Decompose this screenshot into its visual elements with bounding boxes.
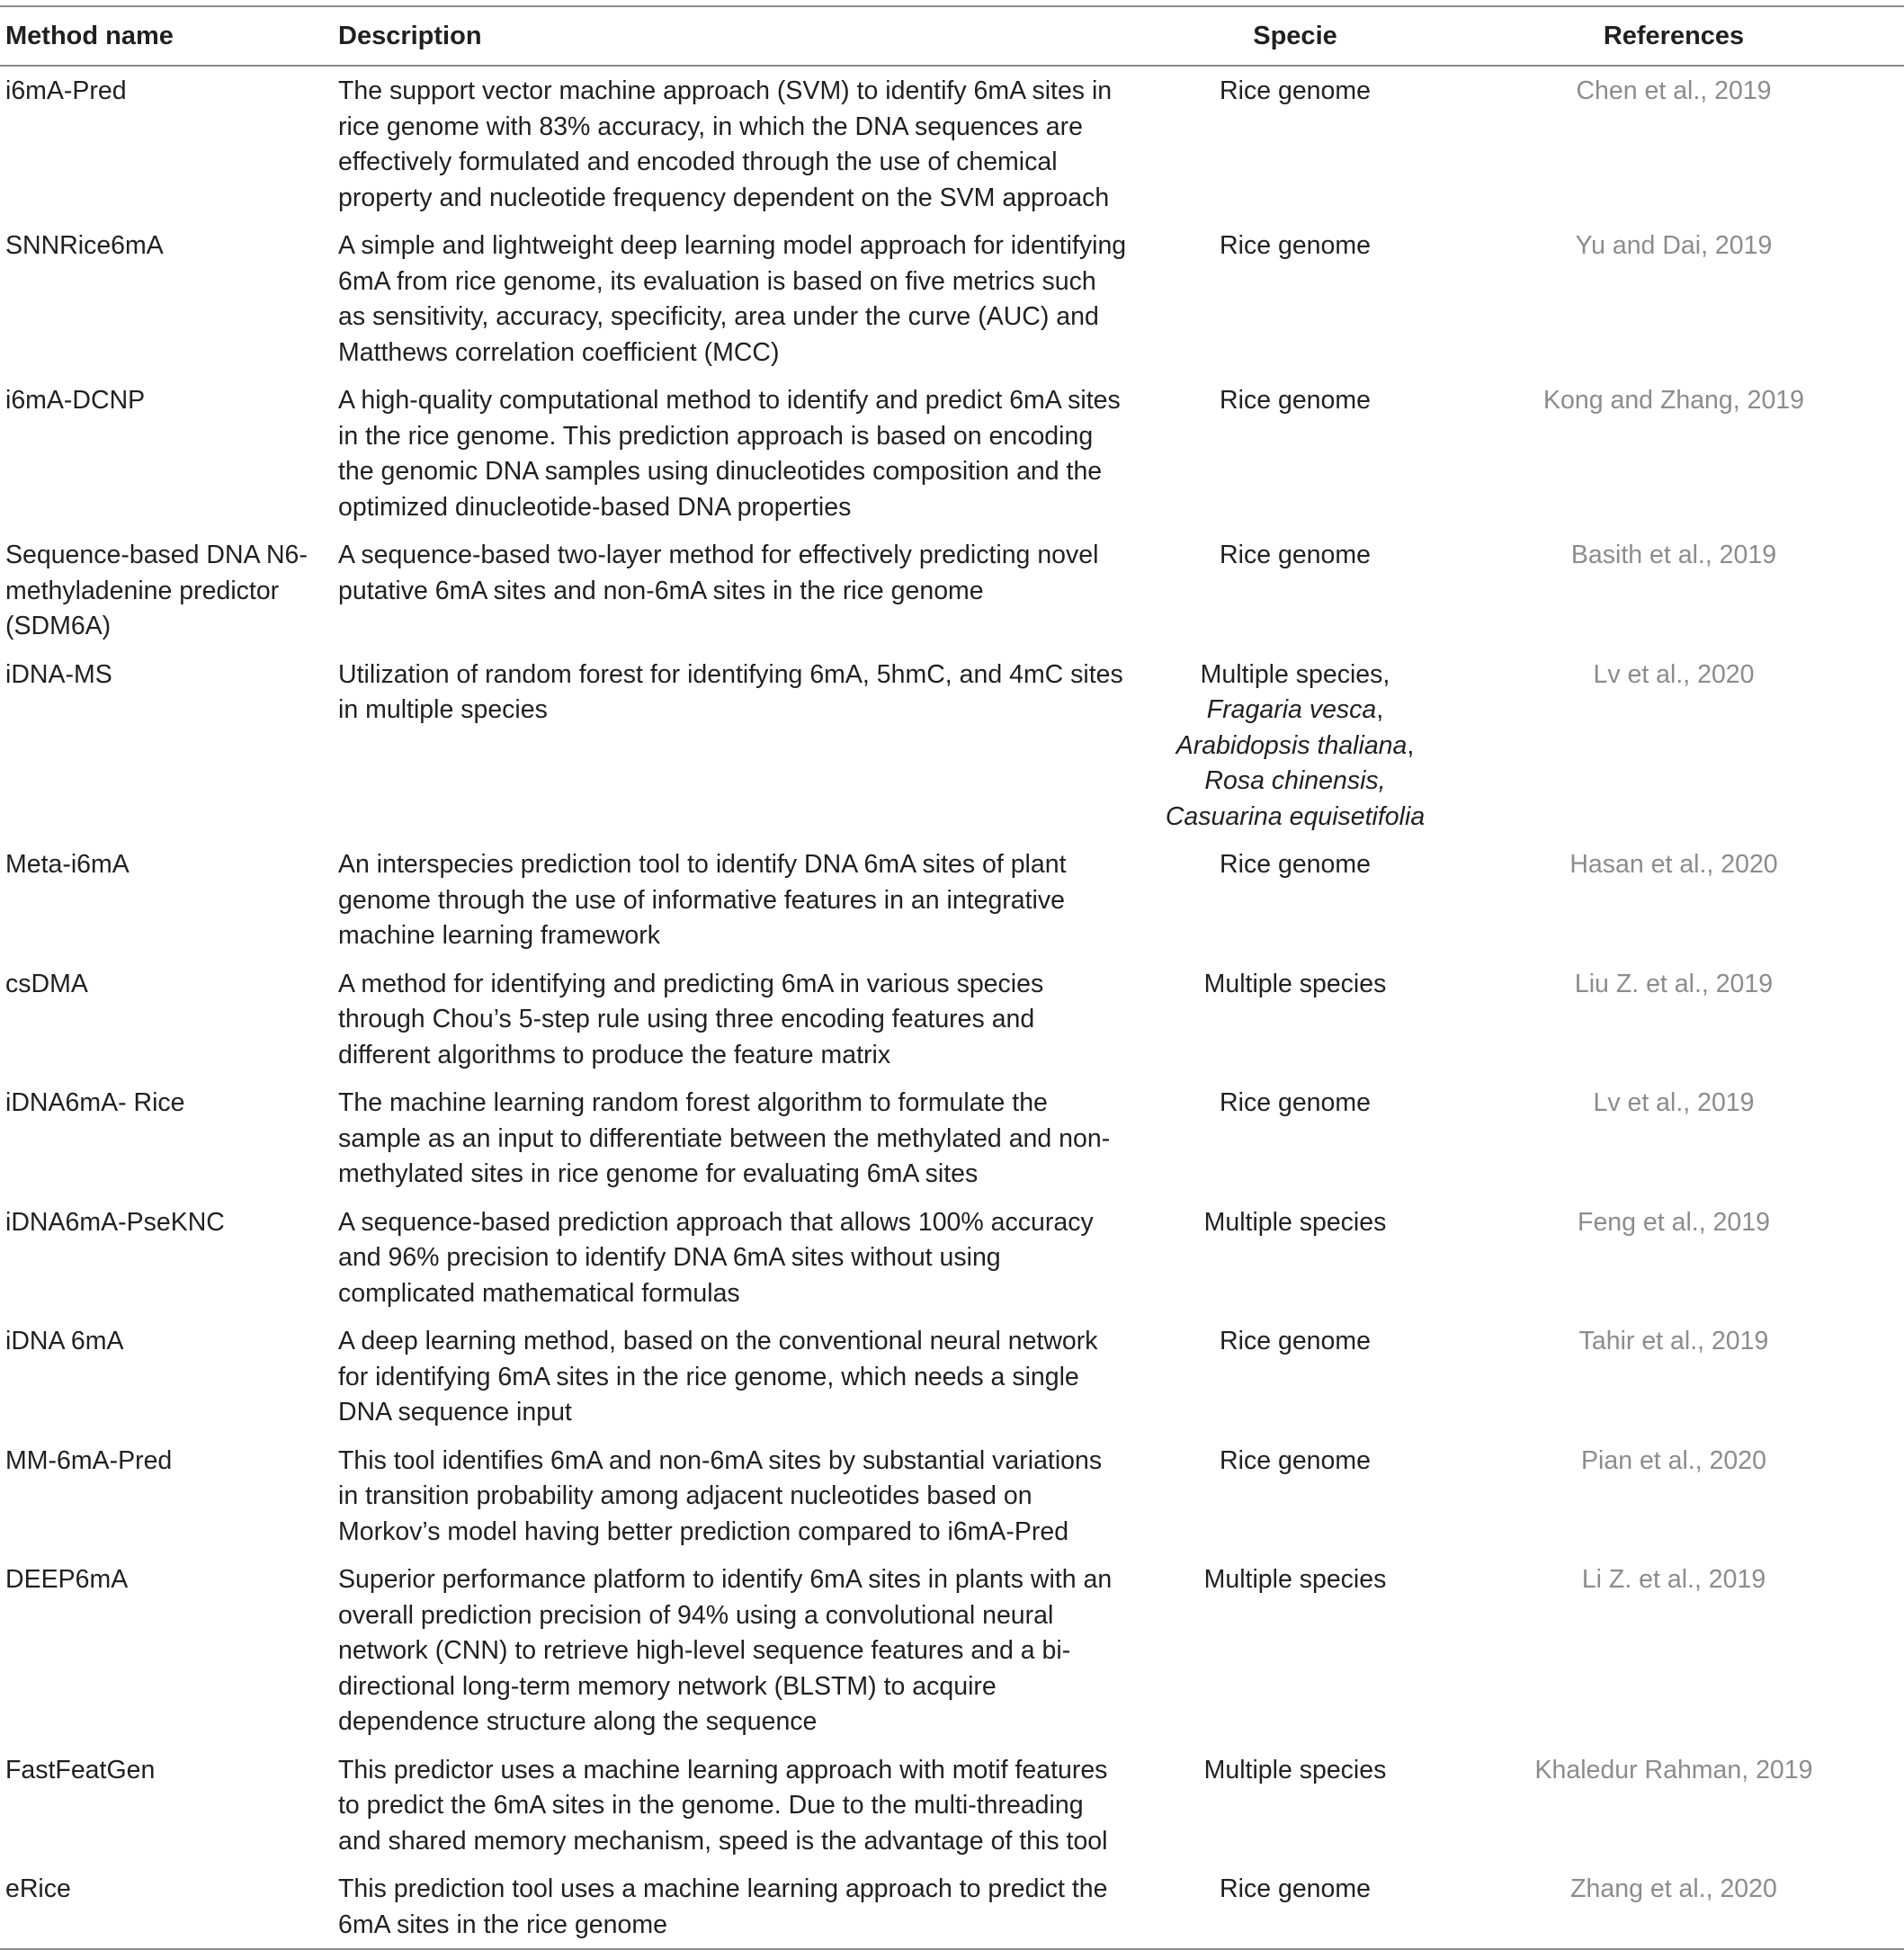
method-name: Sequence-based DNA N6-methyladenine predictor (SDM6A)	[5, 541, 308, 640]
methods-table	[0, 5, 1904, 1950]
method-description: A method for identifying and predicting 6mA in various species through Chou’s 5-step rule using three encoding features and different algorithms to produce the feature matrix	[338, 969, 1044, 1069]
method-name: i6mA-Pred	[5, 76, 127, 105]
method-reference-link[interactable]: Pian et al., 2020	[1581, 1445, 1766, 1475]
table-row	[0, 960, 1904, 1079]
method-name: Meta-i6mA	[5, 850, 130, 879]
table-row	[0, 840, 1904, 960]
method-description: A simple and lightweight deep learning model approach for identifying 6mA from rice genome, its evaluation is based on five metrics such as sensitivity, accuracy, specificity, area under the curve (AUC) and Matthews correlation coefficient (MCC)	[338, 231, 1127, 367]
method-description: The support vector machine approach (SVM) to identify 6mA sites in rice genome with 83% accuracy, in which the DNA sequences are effectively formulated and encoded through the use of chemical property and nucleotide frequency dependent on the SVM approach	[338, 76, 1113, 212]
method-name: iDNA6mA-PseKNC	[5, 1207, 225, 1237]
method-description: This prediction tool uses a machine learning approach to predict the 6mA sites in the rice genome	[338, 1874, 1108, 1939]
method-name: csDMA	[5, 969, 88, 998]
method-specie: Rice genome	[1220, 1327, 1371, 1355]
method-specie: Rice genome	[1220, 1088, 1371, 1117]
table-row	[0, 1317, 1904, 1436]
method-description: Utilization of random forest for identifying 6mA, 5hmC, and 4mC sites in multiple species	[338, 659, 1123, 724]
method-specie: Rice genome	[1220, 850, 1371, 879]
method-name: eRice	[5, 1874, 71, 1903]
table-body	[0, 66, 1904, 1949]
method-reference-link[interactable]: Yu and Dai, 2019	[1575, 231, 1773, 260]
table-row	[0, 650, 1904, 841]
method-specie: Rice genome	[1220, 386, 1371, 415]
table-row	[0, 221, 1904, 376]
method-specie: Rice genome	[1220, 541, 1371, 569]
method-description: A deep learning method, based on the conventional neural network for identifying 6mA sites in the rice genome, which needs a single DNA sequence input	[338, 1327, 1098, 1427]
method-reference-link[interactable]: Lv et al., 2020	[1593, 659, 1755, 689]
specie-italic-name: Arabidopsis thaliana	[1175, 730, 1408, 760]
table-row	[0, 66, 1904, 221]
specie-separator: ,	[1407, 730, 1415, 760]
method-description: This tool identifies 6mA and non-6mA sites by substantial variations in transition probability among adjacent nucleotides based on Morkov’s model having better prediction compared to i6mA-Pred	[338, 1445, 1103, 1546]
table-header	[0, 6, 1904, 66]
method-description: A sequence-based two-layer method for effectively predicting novel putative 6mA sites and non-6mA sites in the rice genome	[338, 541, 1099, 605]
method-specie: Rice genome	[1220, 231, 1371, 260]
table-row	[0, 1865, 1904, 1949]
method-specie: Multiple species	[1203, 1755, 1387, 1785]
method-name: i6mA-DCNP	[5, 386, 146, 415]
method-description: The machine learning random forest algorithm to formulate the sample as an input to differentiate between the methylated and non-methylated sites in rice genome for evaluating 6mA sites	[338, 1088, 1111, 1188]
method-description: This predictor uses a machine learning approach with motif features to predict the 6mA sites in the genome. Due to the multi-threading and shared memory mechanism, speed is the advantage of this tool	[338, 1755, 1108, 1856]
table-row	[0, 531, 1904, 650]
table-row	[0, 1746, 1904, 1865]
method-specie: Rice genome	[1220, 1445, 1371, 1475]
specie-italic-name: Rosa chinensis, Casuarina equisetifolia	[1165, 766, 1426, 831]
table-row	[0, 376, 1904, 531]
method-name: iDNA 6mA	[5, 1327, 124, 1355]
method-description: Superior performance platform to identify 6mA sites in plants with an overall prediction precision of 94% using a convolutional neural network (CNN) to retrieve high-level sequence features and a bi-directional long-term memory network (BLSTM) to acquire dependence structure along the sequence	[338, 1565, 1113, 1736]
method-reference-link[interactable]: Hasan et al., 2020	[1569, 850, 1778, 879]
method-description: A sequence-based prediction approach that allows 100% accuracy and 96% precision to identify DNA 6mA sites without using complicated mathematical formulas	[338, 1207, 1094, 1308]
method-name: FastFeatGen	[5, 1755, 156, 1785]
specie-separator: ,	[1376, 695, 1384, 724]
method-name: SNNRice6mA	[5, 231, 164, 260]
method-reference-link[interactable]: Zhang et al., 2020	[1570, 1874, 1777, 1903]
method-reference-link[interactable]: Kong and Zhang, 2019	[1543, 386, 1804, 415]
method-description: A high-quality computational method to identify and predict 6mA sites in the rice genome. This prediction approach is based on encoding the genomic DNA samples using dinucleotides composition and the optimized dinucleotide-based DNA properties	[338, 386, 1121, 522]
specie-text: Multiple species,	[1200, 659, 1390, 689]
method-description: An interspecies prediction tool to identify DNA 6mA sites of plant genome through the use of informative features in an integrative machine learning framework	[338, 850, 1067, 950]
method-specie: Multiple species	[1203, 969, 1387, 998]
column-header-method: Method name	[5, 22, 174, 50]
specie-italic-name: Fragaria vesca	[1206, 695, 1377, 724]
method-specie: Multiple species	[1203, 1207, 1387, 1237]
method-reference-link[interactable]: Lv et al., 2019	[1593, 1088, 1755, 1117]
method-reference-link[interactable]: Chen et al., 2019	[1576, 76, 1772, 105]
method-name: iDNA6mA- Rice	[5, 1088, 185, 1117]
table-row	[0, 1555, 1904, 1746]
column-header-description: Description	[338, 22, 482, 50]
table-row	[0, 1436, 1904, 1556]
method-reference-link[interactable]: Basith et al., 2019	[1570, 541, 1777, 569]
method-name: iDNA-MS	[5, 659, 112, 689]
method-specie: Multiple species	[1203, 1565, 1387, 1594]
method-specie	[1147, 650, 1444, 841]
method-reference-link[interactable]: Liu Z. et al., 2019	[1574, 969, 1774, 998]
method-reference-link[interactable]: Khaledur Rahman, 2019	[1534, 1755, 1813, 1785]
table-row	[0, 1198, 1904, 1318]
column-header-specie: Specie	[1253, 22, 1337, 50]
method-specie: Rice genome	[1220, 76, 1371, 105]
method-reference-link[interactable]: Tahir et al., 2019	[1578, 1327, 1769, 1355]
method-reference-link[interactable]: Feng et al., 2019	[1578, 1207, 1770, 1237]
method-reference-link[interactable]: Li Z. et al., 2019	[1581, 1565, 1766, 1594]
table-row	[0, 1078, 1904, 1198]
method-specie: Rice genome	[1220, 1874, 1371, 1903]
header-row	[0, 6, 1904, 66]
column-header-references: References	[1603, 22, 1745, 50]
method-name: DEEP6mA	[5, 1565, 129, 1594]
method-name: MM-6mA-Pred	[5, 1445, 173, 1475]
